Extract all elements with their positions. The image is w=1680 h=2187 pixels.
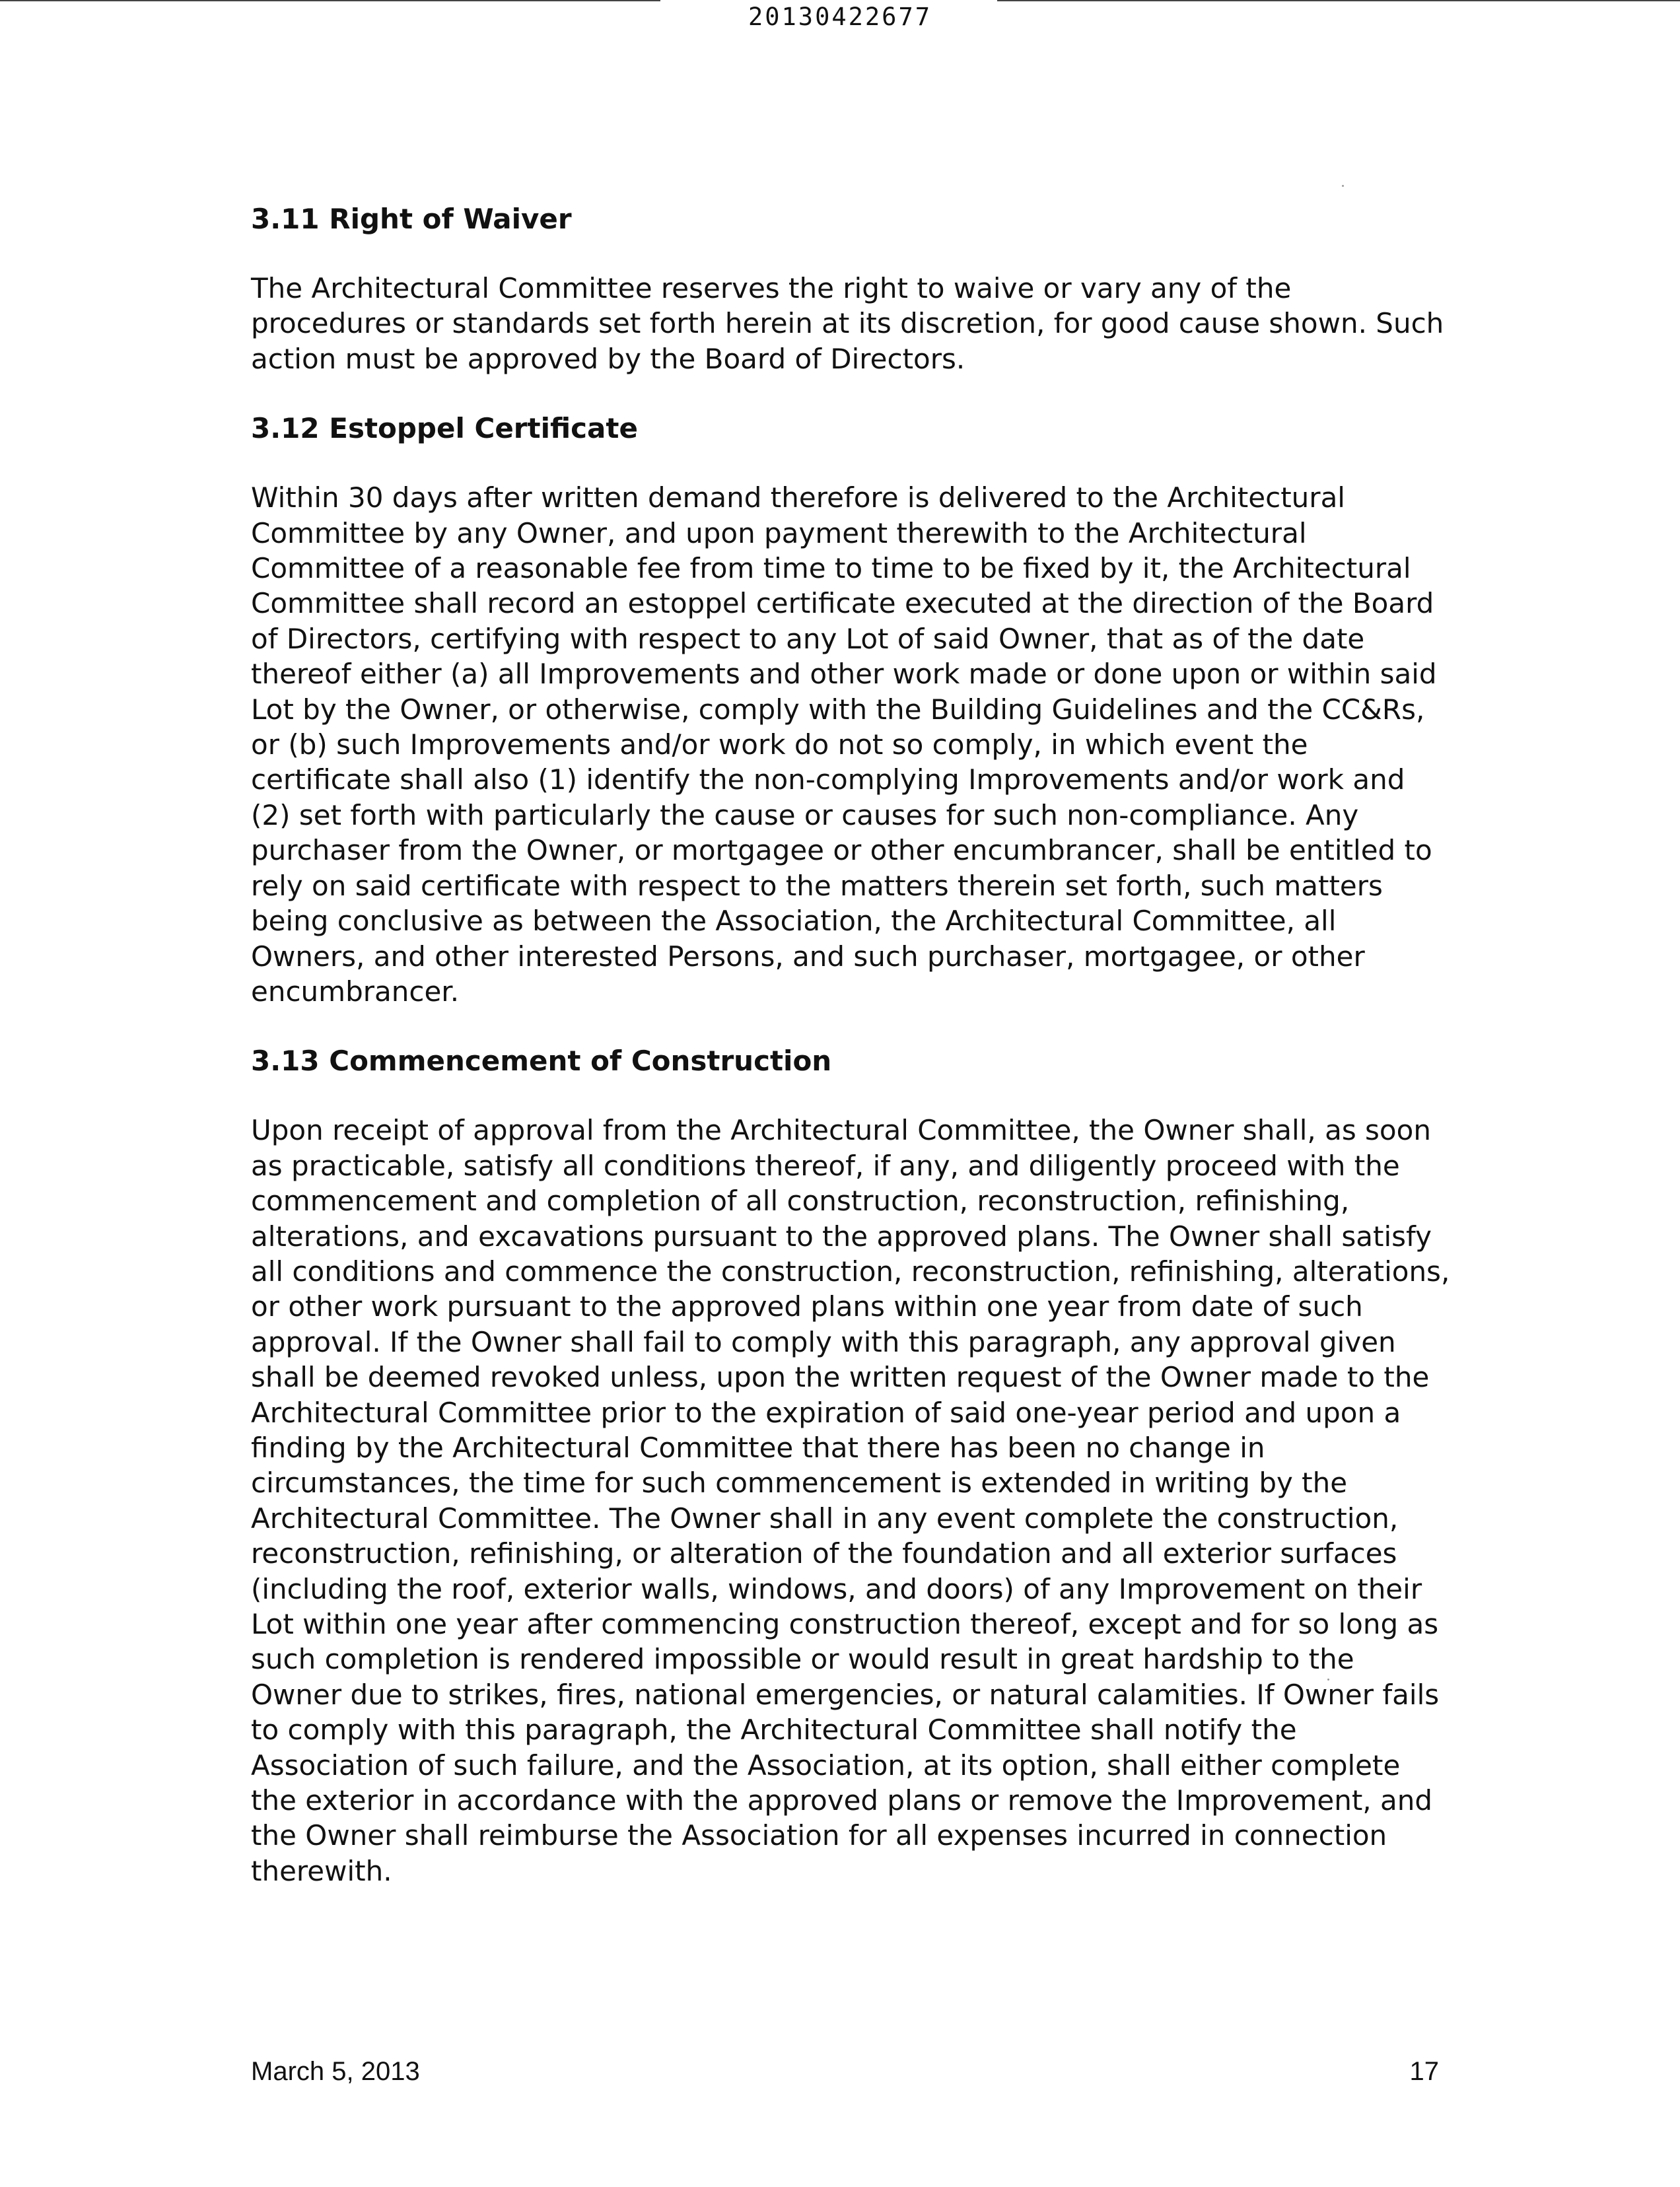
scan-speck xyxy=(1342,185,1344,187)
section-body-right-of-waiver: The Architectural Committee reserves the right to waive or vary any of the procedures or standards set forth herein at its discretion, for good cause shown. Such action must be approved by the Board of Directors. xyxy=(251,272,1444,375)
top-rule-left xyxy=(0,0,660,1)
page-number: 17 xyxy=(1409,2057,1439,2086)
footer-date: March 5, 2013 xyxy=(251,2057,420,2086)
top-rule-right xyxy=(997,0,1680,1)
section-heading-estoppel-certificate: 3.12 Estoppel Certificate xyxy=(251,412,638,445)
document-body xyxy=(251,201,1453,1889)
section-heading-commencement-of-construction: 3.13 Commencement of Construction xyxy=(251,1045,832,1078)
section-body-commencement-of-construction: Upon receipt of approval from the Architectural Committee, the Owner shall, as soon as practicable, satisfy all conditions thereof, if any, and diligently proceed with the commencement and completion of all construction, reconstruction, refinishing, alterations, and excavations pursuant to the approved plans. The Owner shall satisfy all conditions and commence the construction, reconstruction, refinishing, alterations, or other work pursuant to the approved plans within one year from date of such approval. If the Owner shall fail to comply with this paragraph, any approval given shall be deemed revoked unless, upon the written request of the Owner made to the Architectural Committee prior to the expiration of said one-year period and upon a finding by the Architectural Committee that there has been no change in circumstances, the time for such commencement is extended in writing by the Architectural Committee. The Owner shall in any event complete the construction, reconstruction, refinishing, or alteration of the foundation and all exterior surfaces (including the roof, exterior walls, windows, and doors) of any Improvement on their Lot within one year after commencing construction thereof, except and for so long as such completion is rendered impossible or would result in great hardship to the Owner due to strikes, fires, national emergencies, or natural calamities. If Owner fails to comply with this paragraph, the Architectural Committee shall notify the Association of such failure, and the Association, at its option, shall either complete the exterior in accordance with the approved plans or remove the Improvement, and the Owner shall reimburse the Association for all expenses incurred in connection therewith. xyxy=(251,1114,1450,1887)
section-heading-right-of-waiver: 3.11 Right of Waiver xyxy=(251,203,572,235)
recording-number: 20130422677 xyxy=(748,3,932,31)
section-body-estoppel-certificate: Within 30 days after written demand therefore is delivered to the Architectural Committee by any Owner, and upon payment therewith to the Architectural Committee of a reasonable fee from time to time to be fixed by it, the Architectural Committee shall record an estoppel certificate executed at the direction of the Board of Directors, certifying with respect to any Lot of said Owner, that as of the date thereof either (a) all Improvements and other work made or done upon or within said Lot by the Owner, or otherwise, comply with the Building Guidelines and the CC&Rs, or (b) such Improvements and/or work do not so comply, in which event the certificate shall also (1) identify the non-complying Improvements and/or work and (2) set forth with particularly the cause or causes for such non-compliance. Any purchaser from the Owner, or mortgagee or other encumbrancer, shall be entitled to rely on said certificate with respect to the matters therein set forth, such matters being conclusive as between the Association, the Architectural Committee, all Owners, and other interested Persons, and such purchaser, mortgagee, or other encumbrancer. xyxy=(251,481,1437,1008)
